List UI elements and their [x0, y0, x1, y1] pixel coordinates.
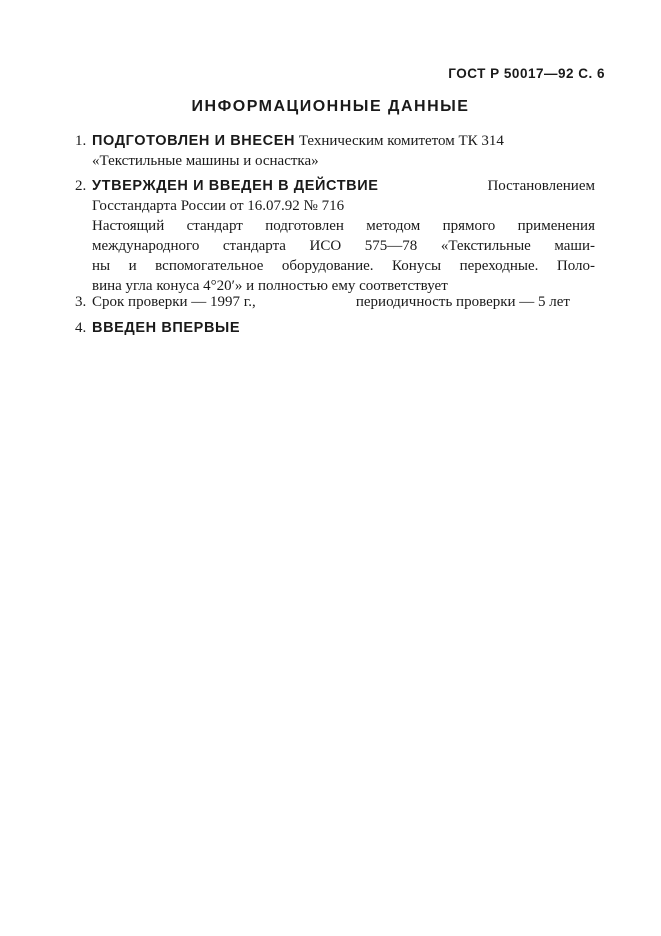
item-text: Госстандарта России от 16.07.92 № 716: [92, 198, 345, 214]
item-number: 1.: [75, 133, 87, 149]
item-line: [92, 292, 570, 312]
item-bold-heading: ПОДГОТОВЛЕН И ВНЕСЕН: [92, 133, 296, 149]
item-line: [92, 131, 595, 151]
item-text: Настоящий стандарт подготовлен методом прямого применения: [92, 218, 595, 234]
info-item-1: [75, 131, 595, 171]
item-text: вина угла конуса 4°20′» и полностью ему соответствует: [92, 278, 448, 294]
item-text: периодичность проверки — 5 лет: [355, 294, 570, 310]
item-number: 2.: [75, 178, 87, 194]
info-item-2: [75, 176, 595, 296]
item-text: «Текстильные машины и оснастка»: [92, 153, 319, 169]
standard-code-header: ГОСТ Р 50017—92 С. 6: [448, 66, 605, 81]
item-bold-heading: УТВЕРЖДЕН И ВВЕДЕН В ДЕЙСТВИЕ: [92, 178, 379, 194]
page-title: ИНФОРМАЦИОННЫЕ ДАННЫЕ: [191, 98, 470, 115]
item-text: международного стандарта ИСО 575—78 «Текстильные маши-: [92, 238, 595, 254]
item-text: ны и вспомогательное оборудование. Конусы переходные. Поло-: [92, 258, 595, 274]
item-text: Техническим комитетом ТК 314: [298, 133, 504, 149]
item-text: Постановлением: [487, 178, 595, 194]
info-item-3: [75, 292, 595, 312]
item-bold-heading: ВВЕДЕН ВПЕРВЫЕ: [92, 320, 241, 336]
item-line: [92, 176, 595, 196]
item-number: 4.: [75, 320, 87, 336]
item-number: 3.: [75, 294, 87, 310]
item-text: Срок проверки — 1997 г.,: [92, 294, 256, 310]
info-item-4: [75, 318, 595, 338]
